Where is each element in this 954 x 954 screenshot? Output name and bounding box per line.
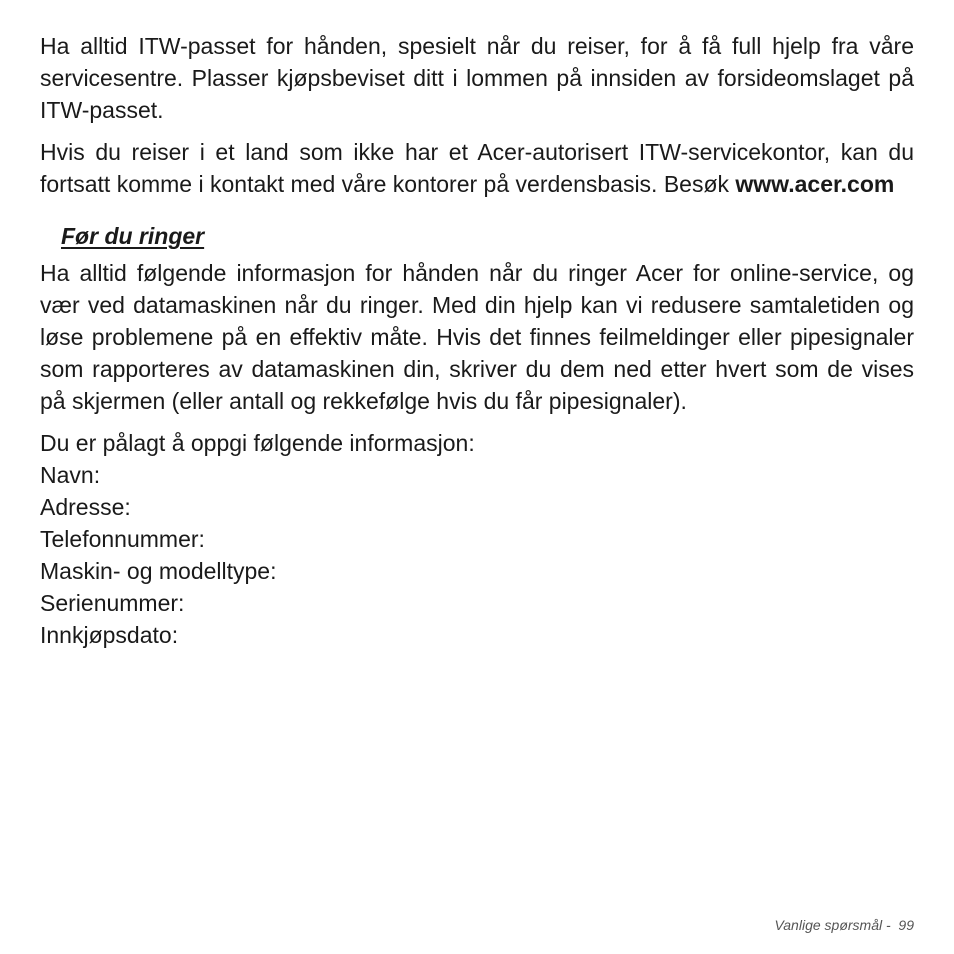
page-number: 99 [898, 917, 914, 933]
field-purchase-date: Innkjøpsdato: [40, 622, 179, 648]
required-info-intro: Du er pålagt å oppgi følgende informasjon: [40, 430, 475, 456]
required-info-list [40, 427, 914, 651]
field-serial-number: Serienummer: [40, 590, 185, 616]
acer-website-link[interactable]: www.acer.com [735, 171, 895, 197]
document-page [40, 30, 914, 651]
itw-travel-text: Hvis du reiser i et land som ikke har et Acer-autorisert ITW-servicekontor, kan du fortsatt komme i kontakt med våre kontorer på verdensbasis. Besøk [40, 139, 914, 197]
before-call-paragraph: Ha alltid følgende informasjon for hånden når du ringer Acer for online-service, og vær ved datamaskinen når du ringer. Med din hjelp kan vi redusere samtaletiden og løse problemene på en effektiv måte. Hvis det finnes feilmeldinger eller pipesignaler som rapporteres av datamaskinen din, skriver du dem ned etter hvert som de vises på skjermen (eller antall og rekkefølge hvis du får pipesignaler). [40, 260, 914, 414]
itw-passport-paragraph: Ha alltid ITW-passet for hånden, spesielt når du reiser, for å få full hjelp fra våre servicesentre. Plasser kjøpsbeviset ditt i lommen på innsiden av forsideomslaget på ITW-passet. [40, 33, 914, 123]
section-heading-before-call: Før du ringer [61, 223, 205, 249]
footer-section-title: Vanlige spørsmål - [774, 917, 891, 933]
field-phone: Telefonnummer: [40, 526, 205, 552]
page-footer [774, 917, 914, 933]
itw-travel-paragraph [40, 136, 914, 200]
field-address: Adresse: [40, 494, 131, 520]
field-name: Navn: [40, 462, 101, 488]
field-machine-model: Maskin- og modelltype: [40, 558, 277, 584]
